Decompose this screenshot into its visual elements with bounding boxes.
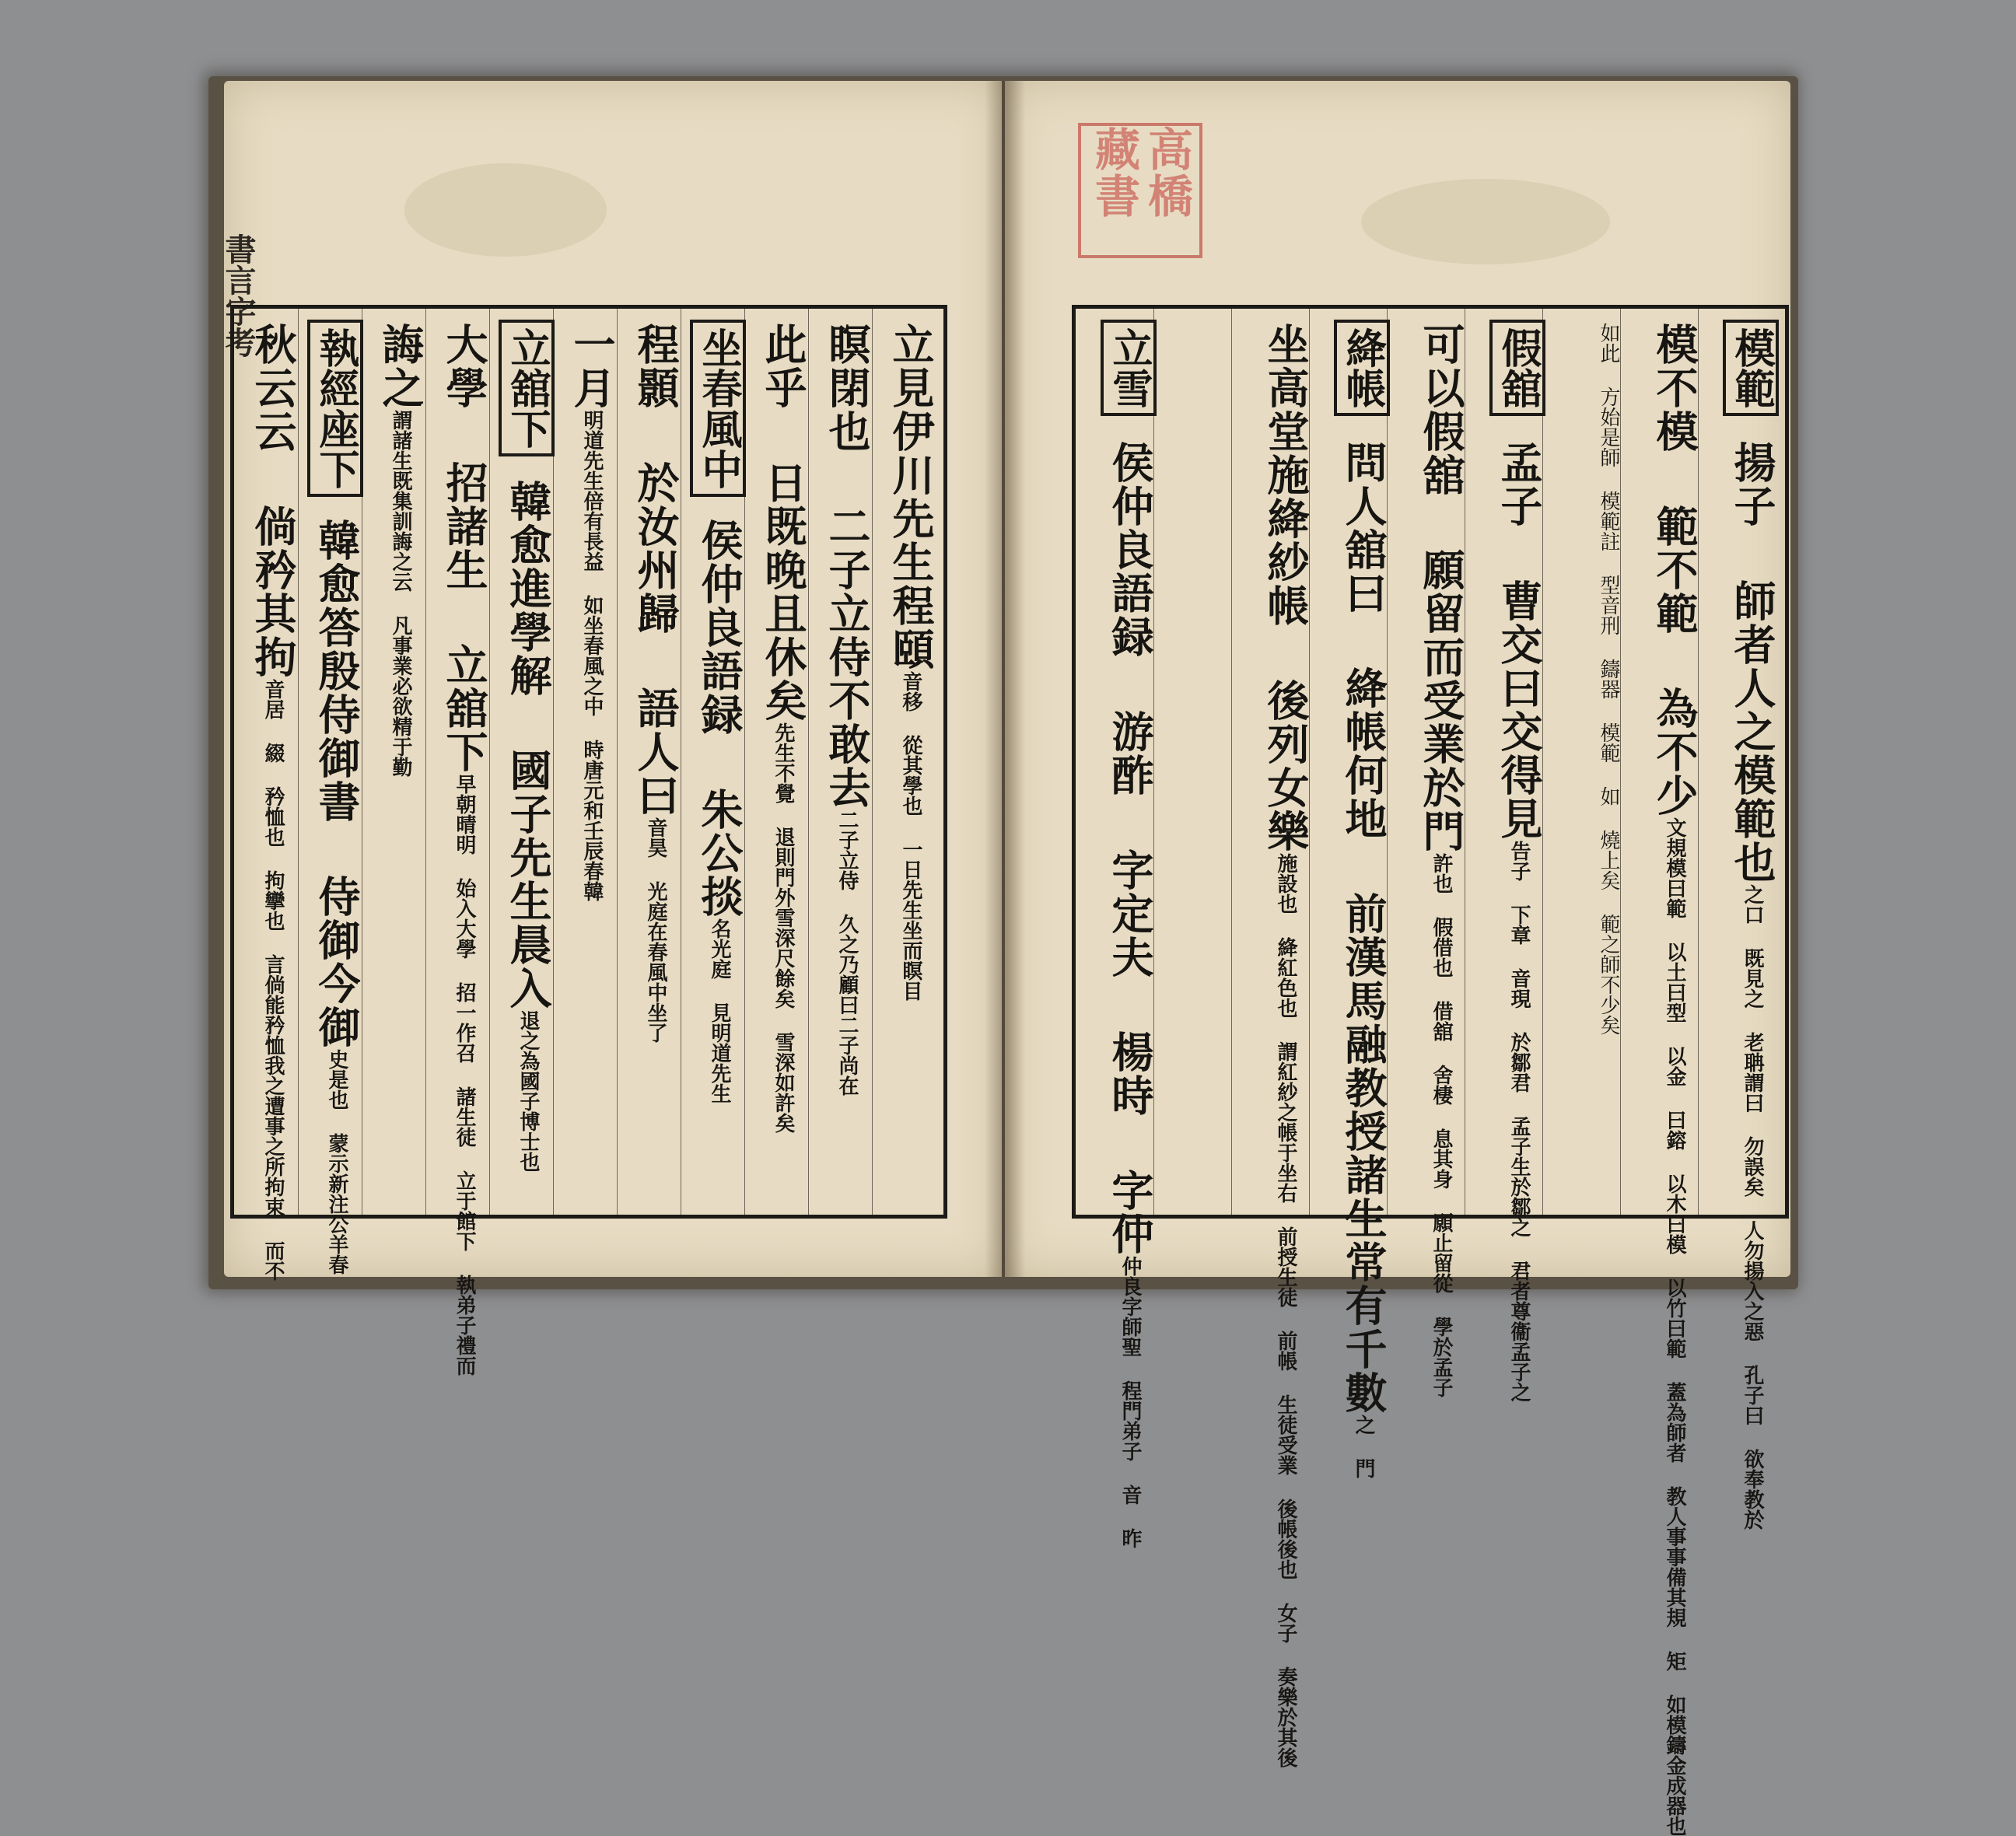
text-column: 揚子 師者人之模範也之口 既見之 老聃謂曰 勿誤矣 人勿揚入之惡 孔子曰 欲奉教於	[1727, 441, 1777, 1530]
text-column: 大學 招諸生 立舘下早朝晴明 始入大學 招一作召 諸生徒 立于館下 執弟子禮而	[439, 323, 489, 1376]
column-rule	[872, 309, 873, 1215]
column-rule	[489, 309, 490, 1215]
entry-heading: 立雪	[1101, 320, 1157, 416]
text-column: 如此 方始是師 模範註 型音刑 鑄器 模範 如 燒上矣 範之師不少矣	[1597, 323, 1620, 1035]
text-column: 瞑閉也 二子立侍不敢去二子立侍 久之乃顧曰二子尚在	[822, 323, 872, 1096]
left-text-frame	[230, 305, 947, 1376]
entry-heading: 執經座下	[307, 320, 363, 497]
entry-heading: 絳帳	[1334, 320, 1390, 416]
text-column: 問人舘曰 絳帳何地 前漢馬融教授諸生常有千數之 門	[1339, 441, 1388, 1478]
text-column: 一月明道先生倍有長益 如坐春風之中 時唐元和壬辰春韓	[567, 323, 617, 901]
text-column: 誨之謂諸生既集訓誨之云 凡事業必欲精于勤	[376, 323, 425, 777]
text-column: 侯仲良語録 朱公掞名光庭 見明道先生	[695, 519, 744, 1103]
column-rule	[617, 309, 618, 1215]
text-column: 坐高堂施絳紗帳 後列女樂施設也 絳紅色也 謂紅紗之帳于坐右 前授生徒 前帳 生徒受業 後帳後也 女子 奏樂於其後	[1261, 323, 1311, 1768]
text-column: 此乎 日既晚且休矣先生不覺 退則門外雪深尺餘矣 雪深如許矣	[758, 323, 808, 1133]
paper-stain	[404, 163, 607, 257]
text-column: 侯仲良語録 游酢 字定夫 楊時 字仲仲良字師聖 程門弟子 音 昨	[1105, 441, 1155, 1548]
text-column: 韓愈進學解 國子先生晨入退之為國子博士也	[503, 480, 553, 1172]
column-rule	[425, 309, 426, 1215]
column-rule	[298, 309, 299, 1215]
book-gutter	[985, 81, 1025, 1277]
text-column: 可以假舘 願留而受業於門許也 假借也 借舘 舍棲 息其身 願止留從 學於孟子	[1416, 323, 1466, 1397]
text-column: 程顥 於汝州歸 語人曰音昊 光庭在春風中坐了	[631, 323, 681, 1043]
text-column: 秋云云 倘矜其拘音居 綴 矜恤也 拘攣也 言倘能矜恤我之遭事之所拘束 而不	[248, 323, 298, 1281]
paper-stain	[1361, 179, 1610, 264]
entry-heading: 立舘下	[499, 320, 555, 456]
column-rule	[808, 309, 809, 1215]
text-column: 孟子 曹交曰交得見告子 下章 音現 於鄒君 孟子生於鄒之 君者尊衞孟子之	[1494, 441, 1544, 1402]
seal-text: 高橋藏書	[1087, 126, 1193, 219]
entry-heading: 坐春風中	[690, 320, 746, 497]
text-column: 模不模 範不範 為不少文規模曰範 以土曰型 以金 曰鎔 以木曰模 以竹曰範 蓋為師者 教人事事備其規 矩 如模鑄金成器也	[1650, 323, 1699, 1836]
margin-title: 書言字考	[220, 233, 257, 358]
right-text-frame	[1072, 305, 1789, 1836]
entry-heading: 假舘	[1489, 320, 1545, 416]
column-rule	[1620, 309, 1621, 1215]
text-column: 立見伊川先生程頤音移 從其學也 一日先生坐而瞑目	[886, 323, 936, 1001]
column-rule	[1231, 309, 1232, 1215]
text-column: 韓愈答殷侍御書 侍御今御史是也 蒙示新注公羊春	[312, 519, 362, 1275]
ownership-seal	[1078, 123, 1202, 258]
entry-heading: 模範	[1723, 320, 1779, 416]
